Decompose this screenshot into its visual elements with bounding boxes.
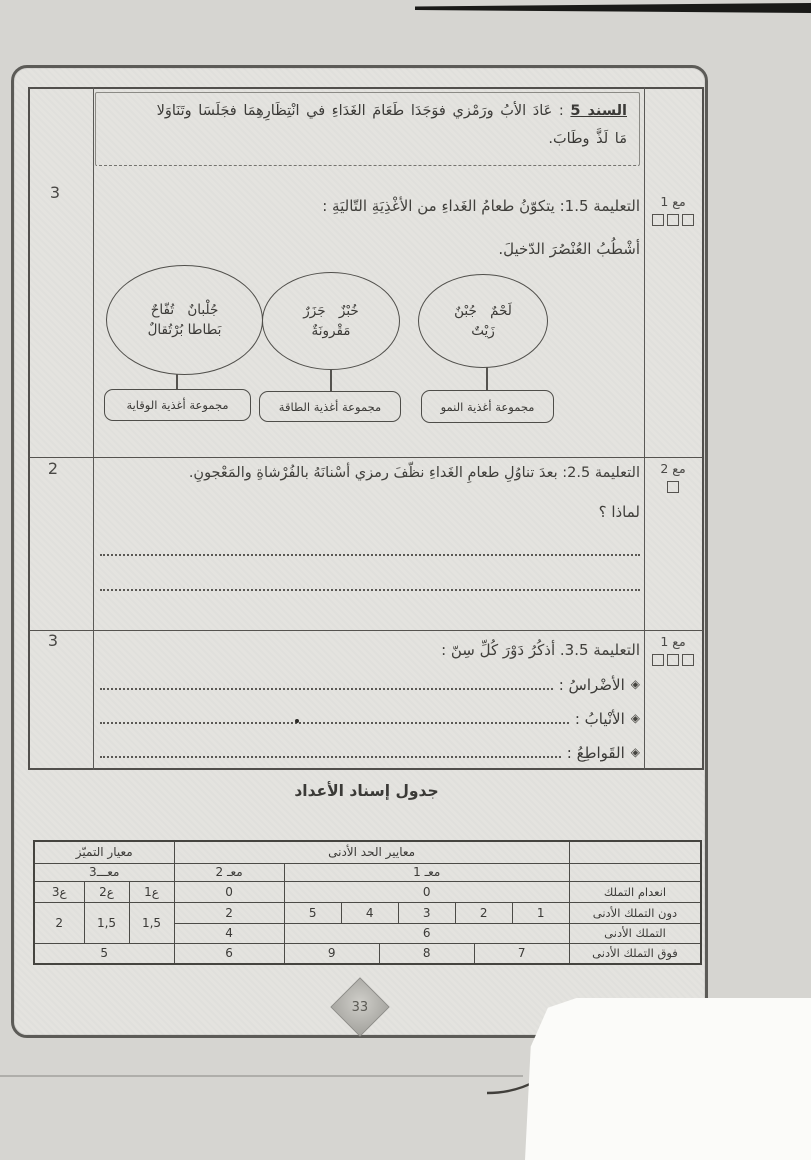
col-header-ma1: معـ 1 [284,863,569,881]
source-text-box [95,92,640,166]
criterion-label: مع 1 [660,194,686,209]
page-number: 33 [351,999,369,1015]
cell-value: 4 [174,923,284,943]
score-section-2: 2 [47,459,59,478]
oval-connector [176,374,178,390]
cell-value: 8 [379,943,474,964]
foods-line: لَحْمٌ جُبْنٌ [454,302,512,319]
answer-dotted-line [100,676,553,690]
score-checkbox [682,214,694,226]
section-divider-2 [29,630,703,631]
tooth-item-label: الأنْيابُ : [574,710,625,728]
scan-artifact-bar [415,3,811,13]
criterion-cell-3 [646,634,700,666]
score-checkbox [652,654,664,666]
col-header-ma2: معـ 2 [174,863,284,881]
sub-col-e3: ع3 [34,881,84,902]
instruction-2-label: التعليمة 2.5 [567,465,640,481]
criterion-label: مع 1 [660,634,686,649]
answer-dotted-line [100,710,569,724]
cell-value: 6 [174,943,284,964]
score-checkbox [667,654,679,666]
row-label-above-minimum: فوق التملك الأدنى [569,943,701,964]
tooth-item-label: الأضْراسُ : [558,676,625,694]
header-minimum-criteria: معايير الحد الأدنى [174,841,569,863]
left-margin-divider [93,87,94,770]
instruction-2 [189,465,640,481]
cell-value: 1,5 [129,902,174,943]
right-margin-divider [644,87,645,770]
instruction-1-label: التعليمة 1.5 [564,197,640,215]
tooth-item-incisors [100,744,640,762]
cell-value: 2 [174,902,284,923]
source-line-2: مَا لَذَّ وطَابَ. [548,130,627,147]
food-oval-growth [418,274,548,368]
foods-line: بَطاطا بُرْتُقالٌ [147,322,222,338]
cell-value: 2 [34,902,84,943]
tooth-item-canines [100,710,640,728]
answer-dotted-line [100,583,640,591]
cell-value: 5 [34,943,174,964]
cell-value: 1,5 [84,902,129,943]
sub-col-e1: ع1 [129,881,174,902]
row-label-minimum-mastery: التملك الأدنى [569,923,701,943]
foods-line: زَيْتٌ [471,323,495,339]
foods-line: جُلْبانٌ تُفّاحٌ [150,301,219,318]
tooth-item-label: القَواطِعُ : [566,744,625,762]
sub-col-e2: ع2 [84,881,129,902]
cell-value: 2 [455,902,512,923]
cell-value: 4 [341,902,398,923]
score-checkbox [667,481,679,493]
score-section-3: 3 [47,631,59,650]
foods-line: خُبْزٌ جَزَرٌ [303,302,359,319]
col-header-ma3: معـــ3 [34,863,174,881]
score-section-1: 3 [49,183,61,202]
instruction-2-text: : بعدَ تناوُلِ طعامِ الغَداءِ نظّفَ رمزي أسْنانَهُ بالفُرْشاةِ والمَعْجونِ. [188,465,568,481]
cell-value: 6 [284,923,569,943]
source-line-1: عَادَ الأبُ ورَمْزي فوَجَدَا طَعَامَ الغَدَاءِ في انْتِظَارِهِمَا فجَلَسَا وتَنَاوَلا [156,103,553,119]
header-excellence-criterion: معيار التميّز [34,841,174,863]
score-checkboxes [646,654,700,666]
scan-white-corner [525,998,811,1160]
instruction-1-text: : يتكوّنُ طعامُ الغَداءِ من الأغْذِيَةِ التّاليَةِ : [322,197,565,215]
table-corner-cell [569,841,701,863]
row-label-below-minimum: دون التملك الأدنى [569,902,701,923]
source-title: السند 5 [570,103,627,119]
stray-ink-dot [295,719,299,723]
diamond-bullet-icon: ◈ [630,677,640,691]
grading-table-title: جدول إسناد الأعداد [294,782,439,800]
criterion-cell-2 [646,461,700,493]
cell-value: 3 [398,902,455,923]
section-divider-1 [29,457,703,458]
cell-value: 7 [474,943,569,964]
cell-value: 0 [284,881,569,902]
answer-dotted-line [100,548,640,556]
food-oval-energy [262,272,400,370]
instruction-1-line2: أشْطُبُ العُنْصُرَ الدّخيلَ. [498,240,640,258]
grading-table [33,840,702,965]
instruction-2-question: لماذا ؟ [598,503,640,521]
criterion-label: مع 2 [660,461,686,476]
score-checkbox [652,214,664,226]
paper-edge-line [0,1075,523,1077]
score-checkbox [667,214,679,226]
source-separator: : [552,103,571,119]
cell-value: 9 [284,943,379,964]
group-label-protection: مجموعة أغذية الوقاية [104,389,251,421]
oval-connector [330,369,332,392]
instruction-3 [441,641,640,659]
exercise-box [28,87,704,770]
instruction-1 [322,197,640,215]
food-oval-protection [106,265,263,375]
cell-value: 5 [284,902,341,923]
oval-connector [486,367,488,391]
group-label-growth: مجموعة أغذية النمو [421,390,554,423]
diamond-bullet-icon: ◈ [630,711,640,725]
score-checkbox [682,654,694,666]
instruction-3-label: التعليمة 3.5 [564,641,640,659]
cell-value: 1 [512,902,569,923]
group-label-energy: مجموعة أغذية الطاقة [259,391,401,422]
diamond-bullet-icon: ◈ [630,745,640,759]
criterion-cell-1 [646,194,700,226]
score-checkboxes [646,481,700,493]
answer-dotted-line [100,744,561,758]
tooth-item-molars [100,676,640,694]
row-label-no-mastery: انعدام التملك [569,881,701,902]
score-checkboxes [646,214,700,226]
table-corner-cell [569,863,701,881]
instruction-3-text: . أذكُرُ دَوْرَ كُلِّ سِنّ : [441,641,565,659]
foods-line: مَقْرونَةٌ [311,323,351,339]
cell-value: 0 [174,881,284,902]
